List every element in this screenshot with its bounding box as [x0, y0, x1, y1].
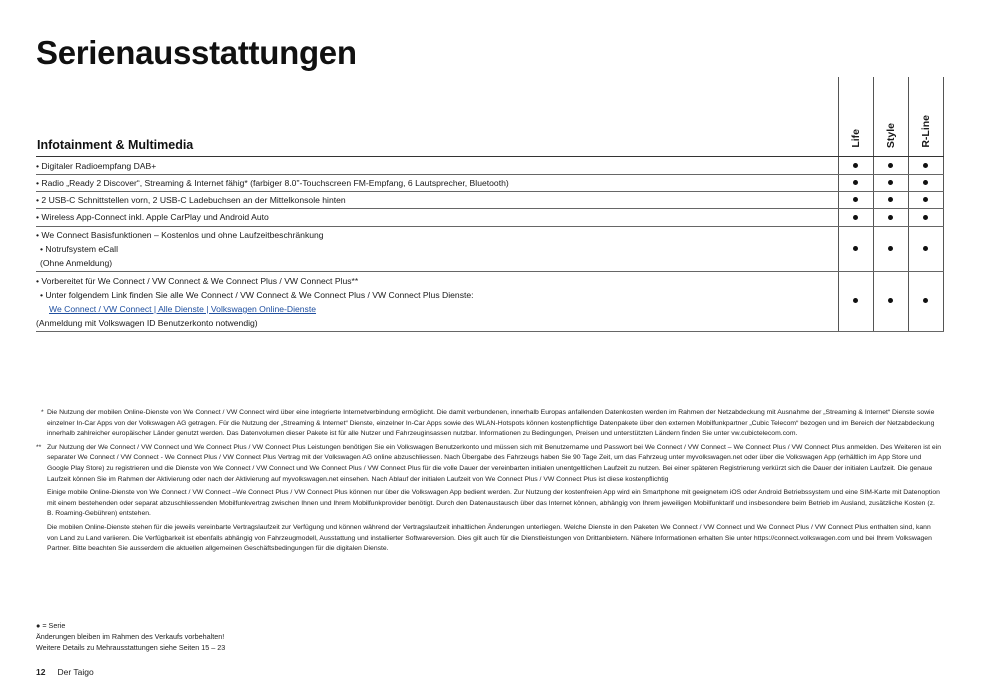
availability-dot: [923, 246, 928, 251]
legend-serie: ● = Serie: [36, 621, 66, 630]
page-footer: [36, 667, 94, 677]
column-divider: [873, 77, 874, 331]
column-header-life: [846, 108, 866, 148]
availability-dot: [888, 163, 893, 168]
legend: [36, 621, 225, 653]
we-connect-services-link[interactable]: We Connect / VW Connect | Alle Dienste | Volkswagen Online-Dienste: [49, 304, 317, 314]
column-divider: [908, 77, 909, 331]
availability-dot: [888, 246, 893, 251]
row-divider: [36, 208, 944, 209]
footnote-2: [36, 443, 942, 555]
row-label: • 2 USB-C Schnittstellen vorn, 2 USB-C Ladebuchsen an der Mittelkonsole hinten: [36, 195, 346, 205]
row-divider: [36, 271, 944, 272]
availability-dot: [853, 298, 858, 303]
table-row: [36, 193, 346, 207]
availability-dot: [853, 180, 858, 185]
table-row: [36, 228, 324, 270]
availability-dot: [888, 215, 893, 220]
section-title: Infotainment & Multimedia: [37, 138, 194, 152]
table-row: [36, 210, 269, 224]
availability-dot: [923, 215, 928, 220]
footnote-text: Die Nutzung der mobilen Online-Dienste von We Connect / VW Connect wird über eine integrierte Internetverbindung ermöglicht. Die damit verbundenen, innerhalb Europas anfallenden Datenkosten werden im Rahmen der Netzabdeckung mit Ausnahme der „Streaming & Internet“ Dienste sowie einzelner In-Car Apps von der Volkswagen AG getragen. Für die Nutzung der „Streaming & Internet“ Dienste, einzelner In-Car Apps sowie des WLAN-Hotspots können kostenpflichtige Datenpakete über den externen Mobilfunkpartner „Cubic Telecom“ bezogen und im Bereich der Netzabdeckung innerhalb zahlreicher europäischer Länder genutzt werden. Das Datenvolumen dieser Pakete ist für alle Nutzer und Fahrzeuginsassen nutzbar. Informationen zu Bedingungen, Preisen und unterstützten Ländern finden Sie unter vw.cubictelecom.com.: [47, 409, 935, 438]
availability-dot: [923, 163, 928, 168]
legend-details: Weitere Details zu Mehrausstattungen siehe Seiten 15 – 23: [36, 642, 226, 652]
row-divider: [36, 331, 944, 332]
row-label: • Radio „Ready 2 Discover“, Streaming & Internet fähig* (farbiger 8.0"-Touchscreen FM-Empfang, 6 Lautsprecher, Bluetooth): [36, 178, 509, 188]
row-note: (Anmeldung mit Volkswagen ID Benutzerkonto notwendig): [36, 318, 258, 328]
model-name: Der Taigo: [57, 667, 94, 677]
row-note: (Ohne Anmeldung): [40, 258, 113, 268]
row-sublabel: • Unter folgendem Link finden Sie alle We Connect / VW Connect & We Connect Plus / VW Connect Plus Dienste:: [40, 290, 474, 300]
column-divider: [838, 77, 839, 331]
availability-dot: [853, 163, 858, 168]
row-label: • Digitaler Radioempfang DAB+: [36, 161, 157, 171]
row-label: • We Connect Basisfunktionen – Kostenlos und ohne Laufzeitbeschränkung: [36, 230, 324, 240]
footnote-text: Die mobilen Online-Dienste stehen für die jeweils vereinbarte Vertragslaufzeit zur Verfügung und können während der Vertragslaufzeit inhaltlichen Änderungen unterliegen. Welche Dienste in den Paketen We Connect / VW Connect und We Connect Plus / VW Connect Plus enthalten sind, kann von Land zu Land variieren. Die Verfügbarkeit ist ebenfalls abhängig von Fahrzeugmodell, Ausstattung und installierter Softwareversion. Dies gilt auch für die Dienstleistungen von Drittanbietern. Nähere Informationen erhalten Sie unter https://connect.volkswagen.com und bei Ihrem Volkswagen Partner. Bitte beachten Sie ausserdem die aktuellen allgemeinen Geschäftsbedingungen für die digitalen Dienste.: [47, 523, 932, 553]
row-label: • Wireless App-Connect inkl. Apple CarPlay und Android Auto: [36, 212, 269, 222]
legend-changes: Änderungen bleiben im Rahmen des Verkaufs vorbehalten!: [36, 631, 225, 641]
availability-dot: [853, 215, 858, 220]
column-header-life-label: Life: [850, 129, 862, 148]
header-rule: [36, 156, 944, 157]
availability-dot: [888, 180, 893, 185]
table-row: [36, 176, 509, 190]
footnote-1: [36, 408, 942, 440]
footnote-marker: **: [36, 443, 42, 451]
availability-dot: [853, 246, 858, 251]
column-header-rline: [916, 108, 936, 148]
footnote-marker: *: [41, 409, 44, 416]
row-divider: [36, 191, 944, 192]
footnote-text: Zur Nutzung der We Connect / VW Connect und We Connect Plus / VW Connect Plus Leistungen benötigen Sie ein Volkswagen Benutzerkonto und müssen sich mit Benutzername und Passwort bei We Connect / VW Connect – We Connect Plus / VW Connect Plus anmelden. Des Weiteren ist ein separater We Connect / VW Connect - We Connect Plus / VW Connect Plus Vertrag mit der Volkswagen AG online abzuschliessen. Nach Übergabe des Fahrzeugs haben Sie 90 Tage Zeit, um das Fahrzeug unter myvolkswagen.net oder über die Volkswagen App (erhältlich im App Store und Google Play Store) zu registrieren und die Dienste von We Connect / VW Connect und We Connect Plus / VW Connect Plus für die volle Dauer der vereinbarten initialen unentgeltlichen Laufzeit zu nutzen. Bei einer späteren Registrierung verkürzt sich die Dauer der initialen Laufzeit. Die genaue Laufzeit können Sie im Rahmen der Aktivierung oder nach der Aktivierung auf myvolkswagen.net einsehen. Nach Ablauf der initialen Laufzeit von We Connect Plus / VW Connect Plus ist diese kostenpflichtig: [47, 443, 942, 483]
availability-dot: [923, 197, 928, 202]
row-label: • Vorbereitet für We Connect / VW Connect & We Connect Plus / VW Connect Plus**: [36, 276, 359, 286]
row-divider: [36, 174, 944, 175]
table-row: [36, 274, 474, 330]
column-header-style-label: Style: [885, 122, 897, 148]
availability-dot: [923, 298, 928, 303]
availability-dot: [888, 197, 893, 202]
column-header-style: [881, 108, 901, 148]
row-divider: [36, 226, 944, 227]
availability-dot: [923, 180, 928, 185]
availability-dot: [888, 298, 893, 303]
page-title: Serienausstattungen: [36, 34, 357, 71]
footnote-text: Einige mobile Online-Dienste von We Connect / VW Connect –We Connect Plus / VW Connect Plus können nur über die Volkswagen App bedient werden. Zur Nutzung der kostenfreien App wird ein Smartphone mit geeignetem iOS oder Android Betriebssystem und eine SIM-Karte mit Datenoption mit einem bestehenden oder separat abzuschliessenden Mobilfunkvertrag zwischen Ihnen und Ihrem Mobilfunkprovider benötigt. Durch den Datenaustausch über das Internet können, abhängig von Ihrem jeweiligen Mobilfunktarif und insbesondere beim Betrieb im Ausland, zusätzliche Kosten (z. B. Roaming-Gebühren) entstehen.: [47, 489, 940, 518]
availability-dot: [853, 197, 858, 202]
table-row: [36, 159, 156, 173]
footnotes: [36, 408, 942, 558]
column-header-rline-label: R-Line: [920, 115, 932, 148]
column-divider: [943, 77, 944, 331]
page-number: 12: [36, 667, 46, 677]
row-sublabel: • Notrufsystem eCall: [40, 244, 118, 254]
